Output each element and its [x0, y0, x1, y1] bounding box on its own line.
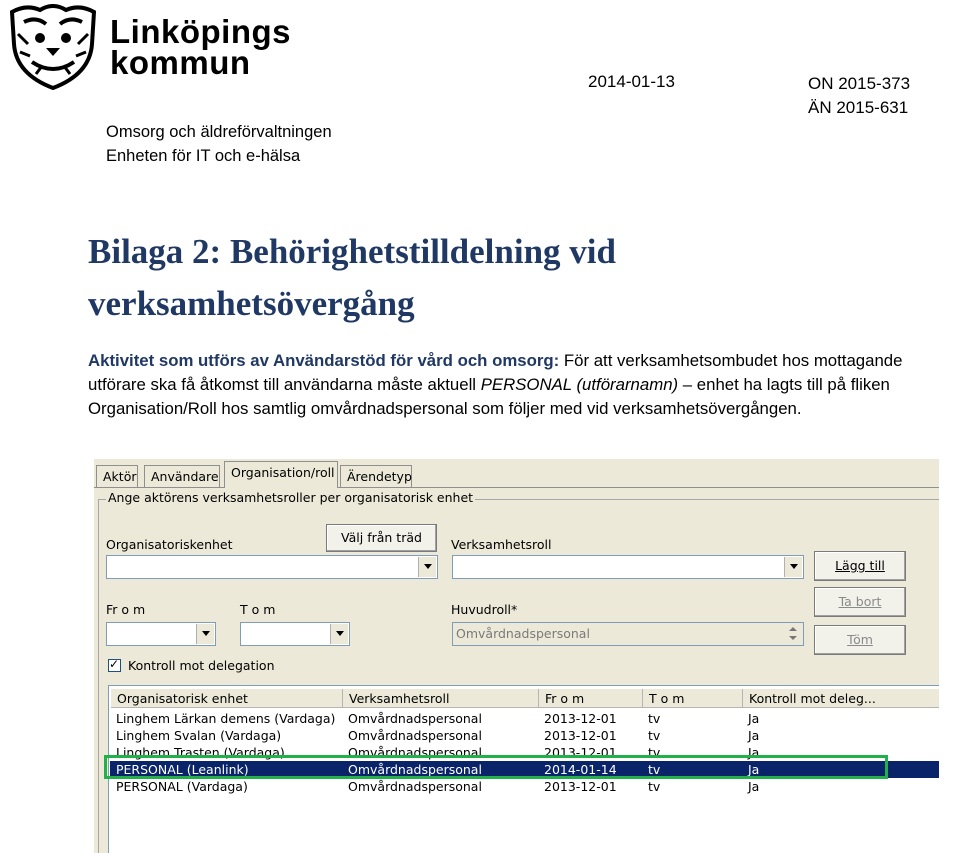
main-role-label: Huvudroll* [451, 602, 518, 617]
table-row-selected[interactable]: PERSONAL (Leanlink) Omvårdnadspersonal 2014-01-14 tv Ja [110, 761, 942, 778]
tab-arendetyp[interactable]: Ärendetyp [340, 465, 412, 487]
table-row[interactable]: PERSONAL (Vardaga) Omvårdnadspersonal 2013-12-01 tv Ja [116, 779, 760, 794]
reference-on: ON 2015-373 [808, 74, 911, 93]
screenshot-edge [939, 459, 942, 853]
instruction-lead: Aktivitet som utförs av Användarstöd för vård och omsorg: [88, 351, 560, 370]
group-legend: Ange aktörens verksamhetsroller per organisatorisk enhet [108, 490, 474, 505]
column-header-delegation[interactable]: Kontroll mot deleg... [743, 689, 942, 708]
logo-wordmark [110, 13, 291, 81]
tab-bar [94, 459, 942, 487]
from-date-label: Fr o m [106, 602, 146, 617]
table-row[interactable]: Linghem Svalan (Vardaga) Omvårdnadspersonal 2013-12-01 tv Ja [116, 728, 760, 743]
department-line-1: Omsorg och äldreförvaltningen [106, 123, 332, 141]
instruction-text-2: – enhet ha lagts till på fliken Organisation/Roll hos samtlig omvårdnadspersonal som följer med vid verksamhetsövergången. [88, 375, 890, 418]
reference-numbers [808, 72, 910, 120]
page-title [88, 226, 616, 330]
choose-from-tree-button[interactable]: Välj från träd [326, 524, 437, 552]
tab-aktor[interactable]: Aktör [96, 465, 138, 487]
remove-button-label: Ta bort [838, 594, 882, 609]
add-button[interactable] [814, 551, 906, 581]
to-date-picker[interactable] [240, 622, 350, 646]
clear-button[interactable] [814, 625, 906, 655]
tab-organisation-roll[interactable]: Organisation/roll [224, 461, 338, 488]
role-select[interactable] [452, 555, 804, 579]
main-role-field[interactable] [452, 622, 804, 646]
role-label: Verksamhetsroll [451, 537, 552, 552]
chevron-down-icon[interactable] [418, 557, 436, 577]
column-header-role[interactable]: Verksamhetsroll [343, 689, 539, 708]
logo-line-1: Linköpings [110, 13, 291, 50]
department-line-2: Enheten för IT och e-hälsa [106, 147, 301, 165]
application-screenshot [94, 459, 942, 853]
department [106, 120, 332, 168]
column-header-org[interactable]: Organisatorisk enhet [111, 689, 343, 708]
tab-anvandare[interactable]: Användare [144, 465, 220, 487]
main-role-value: Omvårdnadspersonal [456, 626, 590, 641]
table-row[interactable]: Linghem Lärkan demens (Vardaga) Omvårdnadspersonal 2013-12-01 tv Ja [116, 711, 760, 726]
instruction-text-1: För att verksamhetsombudet hos mottagande utförare ska få åtkomst till användarna måste aktuell [88, 351, 903, 394]
clear-button-label: Töm [847, 632, 873, 647]
lion-crest-icon [6, 4, 100, 90]
page-title-line-2: verksamhetsövergång [88, 284, 415, 323]
table-row[interactable]: Linghem Trasten (Vardaga) Omvårdnadspersonal 2013-12-01 tv Ja [116, 745, 760, 760]
instruction-paragraph [88, 349, 960, 421]
delegation-checkbox[interactable] [108, 659, 121, 672]
instruction-italic: PERSONAL (utförarnamn) [480, 375, 679, 394]
reference-an: ÄN 2015-631 [808, 98, 909, 117]
org-unit-label: Organisatoriskenhet [106, 537, 233, 552]
tab-divider [94, 487, 942, 488]
to-date-label: T o m [240, 602, 276, 617]
logo-line-2: kommun [110, 44, 251, 81]
page-title-line-1: Bilaga 2: Behörighetstilldelning vid [88, 232, 616, 271]
column-header-from[interactable]: Fr o m [539, 689, 643, 708]
add-button-label: Lägg till [835, 558, 885, 573]
chevron-down-icon[interactable] [330, 624, 348, 644]
chevron-down-icon[interactable] [784, 557, 802, 577]
column-header-to[interactable]: T o m [643, 689, 743, 708]
municipality-logo [6, 4, 306, 90]
delegation-checkbox-label: Kontroll mot delegation [128, 658, 275, 673]
document-date: 2014-01-13 [588, 72, 675, 91]
org-unit-select[interactable] [106, 555, 438, 579]
spinner-icon[interactable] [784, 624, 802, 644]
highlight-frame [104, 755, 888, 779]
remove-button[interactable] [814, 587, 906, 617]
chevron-down-icon[interactable] [196, 624, 214, 644]
from-date-picker[interactable] [106, 622, 216, 646]
